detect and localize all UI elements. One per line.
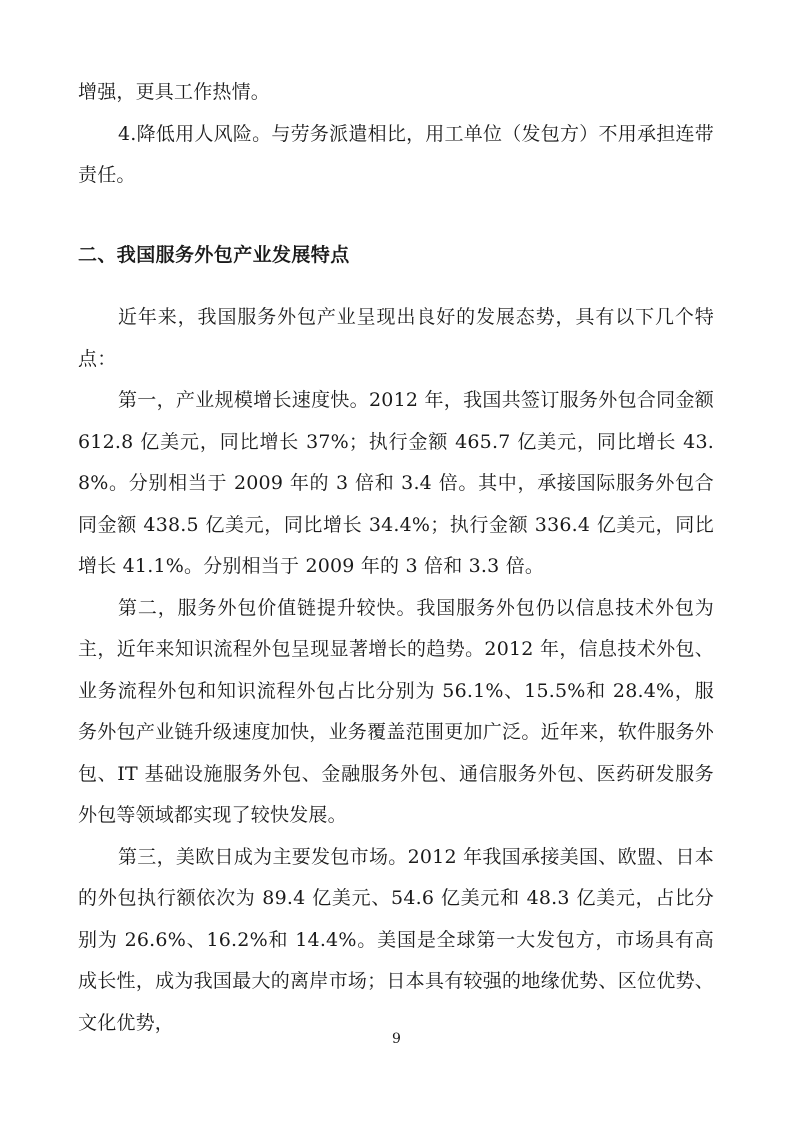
paragraph-point-three: 第三，美欧日成为主要发包市场。2012 年我国承接美国、欧盟、日本的外包执行额依次为 89.4 亿美元、54.6 亿美元和 48.3 亿美元，占比分别为 26.6%、16.2%和 14.4%。美国是全球第一大发包方，市场具有高成长性，成为我国最大的离岸市场；日本具有较强的地缘优势、区位优势、文化优势， [78,845,714,1034]
document-body [78,72,714,1044]
paragraph-intro: 近年来，我国服务外包产业呈现出良好的发展态势，具有以下几个特点： [78,306,714,370]
page-number: 9 [392,1031,401,1047]
heading-spacer-bottom [78,276,714,297]
paragraph-list-item-4: 4.降低用人风险。与劳务派遣相比，用工单位（发包方）不用承担连带责任。 [78,122,714,186]
paragraph-point-one: 第一，产业规模增长速度快。2012 年，我国共签订服务外包合同金额 612.8 亿美元，同比增长 37%；执行金额 465.7 亿美元，同比增长 43.8%。分别相当于 2009 年的 3 倍和 3.4 倍。其中，承接国际服务外包合同金额 438.5 亿美元，同比增长 34.4%；执行金额 336.4 亿美元，同比增长 41.1%。分别相当于 2009 年的 3 倍和 3.3 倍。 [78,389,714,577]
section-heading-two: 二、我国服务外包产业发展特点 [78,243,350,266]
paragraph-point-two: 第二，服务外包价值链提升较快。我国服务外包仍以信息技术外包为主，近年来知识流程外包呈现显著增长的趋势。2012 年，信息技术外包、业务流程外包和知识流程外包占比分别为 56.1%、15.5%和 28.4%，服务外包产业链升级速度加快，业务覆盖范围更加广泛。近年来，软件服务外包、IT 基础设施服务外包、金融服务外包、通信服务外包、医药研发服务外包等领域都实现了较快发展。 [78,596,714,826]
paragraph-continuation: 增强，更具工作热情。 [78,81,271,103]
heading-spacer-top [78,197,714,235]
